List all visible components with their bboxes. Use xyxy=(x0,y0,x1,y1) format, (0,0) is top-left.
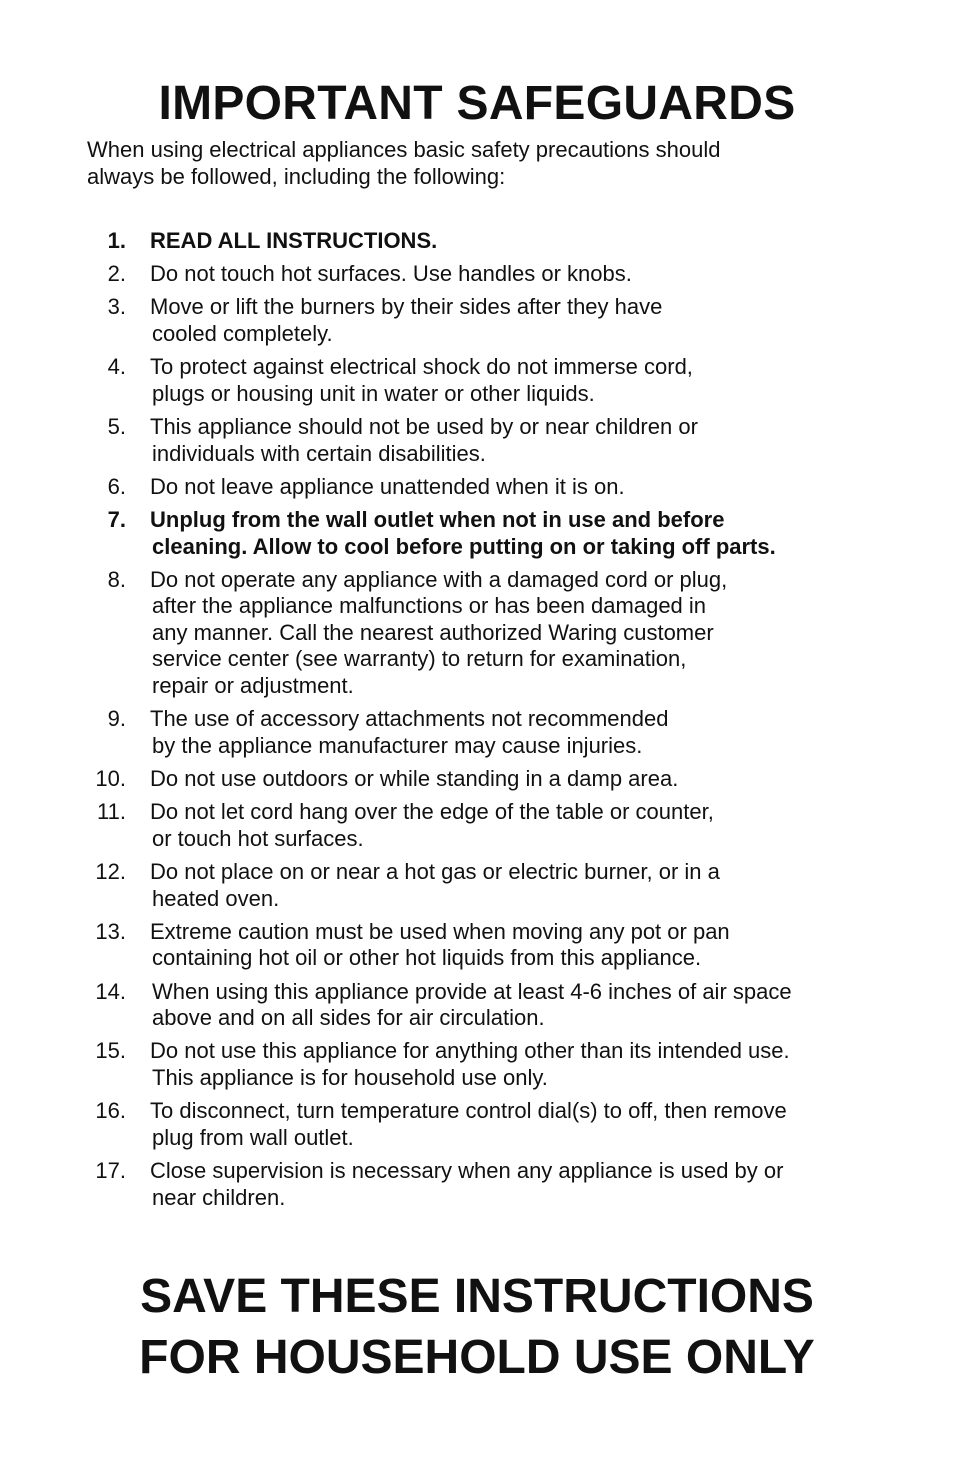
safeguards-list xyxy=(0,228,954,1218)
item-text: near children. xyxy=(152,1184,286,1210)
item-number: 3. xyxy=(107,294,126,320)
item-text: Unplug from the wall outlet when not in use and before xyxy=(150,506,725,532)
item-number: 10. xyxy=(95,766,126,792)
intro-paragraph xyxy=(87,136,827,190)
list-item xyxy=(0,474,954,501)
item-number: 5. xyxy=(107,413,126,439)
item-text: Extreme caution must be used when moving any pot or pan xyxy=(150,918,730,944)
item-text: heated oven. xyxy=(152,885,280,911)
item-number: 1. xyxy=(107,228,126,253)
item-text: Do not let cord hang over the edge of the table or counter, xyxy=(150,799,714,825)
item-number: 15. xyxy=(95,1038,126,1064)
item-text: READ ALL INSTRUCTIONS. xyxy=(150,228,438,253)
footer-line: FOR HOUSEHOLD USE ONLY xyxy=(139,1331,815,1384)
item-text: Move or lift the burners by their sides after they have xyxy=(150,294,663,320)
item-text: above and on all sides for air circulation. xyxy=(152,1005,545,1031)
item-text: cleaning. Allow to cool before putting on or taking off parts. xyxy=(152,533,776,559)
item-number: 16. xyxy=(95,1098,126,1124)
intro-line: always be followed, including the following: xyxy=(87,164,506,189)
item-text: Do not touch hot surfaces. Use handles or knobs. xyxy=(150,261,632,287)
item-number: 4. xyxy=(107,354,126,380)
list-item xyxy=(0,354,954,407)
list-item xyxy=(0,294,954,347)
item-text: individuals with certain disabilities. xyxy=(152,440,486,466)
item-text: When using this appliance provide at least 4-6 inches of air space xyxy=(152,978,792,1004)
item-text: Do not operate any appliance with a damaged cord or plug, xyxy=(150,566,728,592)
item-number: 8. xyxy=(107,566,126,592)
page-title: IMPORTANT SAFEGUARDS xyxy=(158,77,796,130)
item-text: after the appliance malfunctions or has been damaged in xyxy=(152,593,707,619)
item-text: Do not use outdoors or while standing in a damp area. xyxy=(150,766,679,792)
item-number: 9. xyxy=(107,706,126,732)
item-number: 7. xyxy=(107,506,126,532)
list-item xyxy=(0,261,954,288)
list-item xyxy=(0,1098,954,1151)
item-number: 6. xyxy=(107,473,126,499)
list-item xyxy=(0,228,954,255)
item-text: or touch hot surfaces. xyxy=(152,825,364,851)
list-item xyxy=(0,919,954,972)
item-text: To protect against electrical shock do not immerse cord, xyxy=(150,354,693,380)
item-text: cooled completely. xyxy=(152,320,333,346)
item-text: repair or adjustment. xyxy=(152,673,354,699)
item-text: Close supervision is necessary when any appliance is used by or xyxy=(150,1157,784,1183)
list-item xyxy=(0,1038,954,1091)
list-item xyxy=(0,414,954,467)
item-text: any manner. Call the nearest authorized Waring customer xyxy=(152,619,714,645)
list-item xyxy=(0,766,954,793)
list-item xyxy=(0,706,954,759)
item-number: 13. xyxy=(95,918,126,944)
footer-line: SAVE THESE INSTRUCTIONS xyxy=(140,1270,814,1323)
item-number: 11. xyxy=(97,799,126,825)
item-number: 2. xyxy=(107,261,126,287)
item-text: Do not leave appliance unattended when it is on. xyxy=(150,473,625,499)
list-item xyxy=(0,979,954,1032)
list-item xyxy=(0,859,954,912)
item-text: plug from wall outlet. xyxy=(152,1124,354,1150)
item-text: by the appliance manufacturer may cause injuries. xyxy=(152,732,643,758)
item-number: 12. xyxy=(95,859,126,884)
item-text: plugs or housing unit in water or other liquids. xyxy=(152,380,595,406)
item-number: 17. xyxy=(95,1157,126,1183)
item-number: 14. xyxy=(95,978,126,1004)
list-item xyxy=(0,799,954,852)
item-text: This appliance should not be used by or near children or xyxy=(150,413,698,439)
list-item xyxy=(0,567,954,700)
list-item xyxy=(0,1158,954,1211)
item-text: To disconnect, turn temperature control dial(s) to off, then remove xyxy=(150,1098,787,1124)
item-text: Do not place on or near a hot gas or electric burner, or in a xyxy=(150,859,720,884)
intro-line: When using electrical appliances basic safety precautions should xyxy=(87,137,721,162)
item-text: This appliance is for household use only. xyxy=(152,1064,548,1090)
item-text: service center (see warranty) to return for examination, xyxy=(152,646,687,672)
list-item xyxy=(0,507,954,560)
item-text: containing hot oil or other hot liquids from this appliance. xyxy=(152,945,702,971)
item-text: The use of accessory attachments not recommended xyxy=(150,706,669,732)
item-text: Do not use this appliance for anything other than its intended use. xyxy=(150,1038,790,1064)
save-instructions-heading xyxy=(0,1266,954,1388)
